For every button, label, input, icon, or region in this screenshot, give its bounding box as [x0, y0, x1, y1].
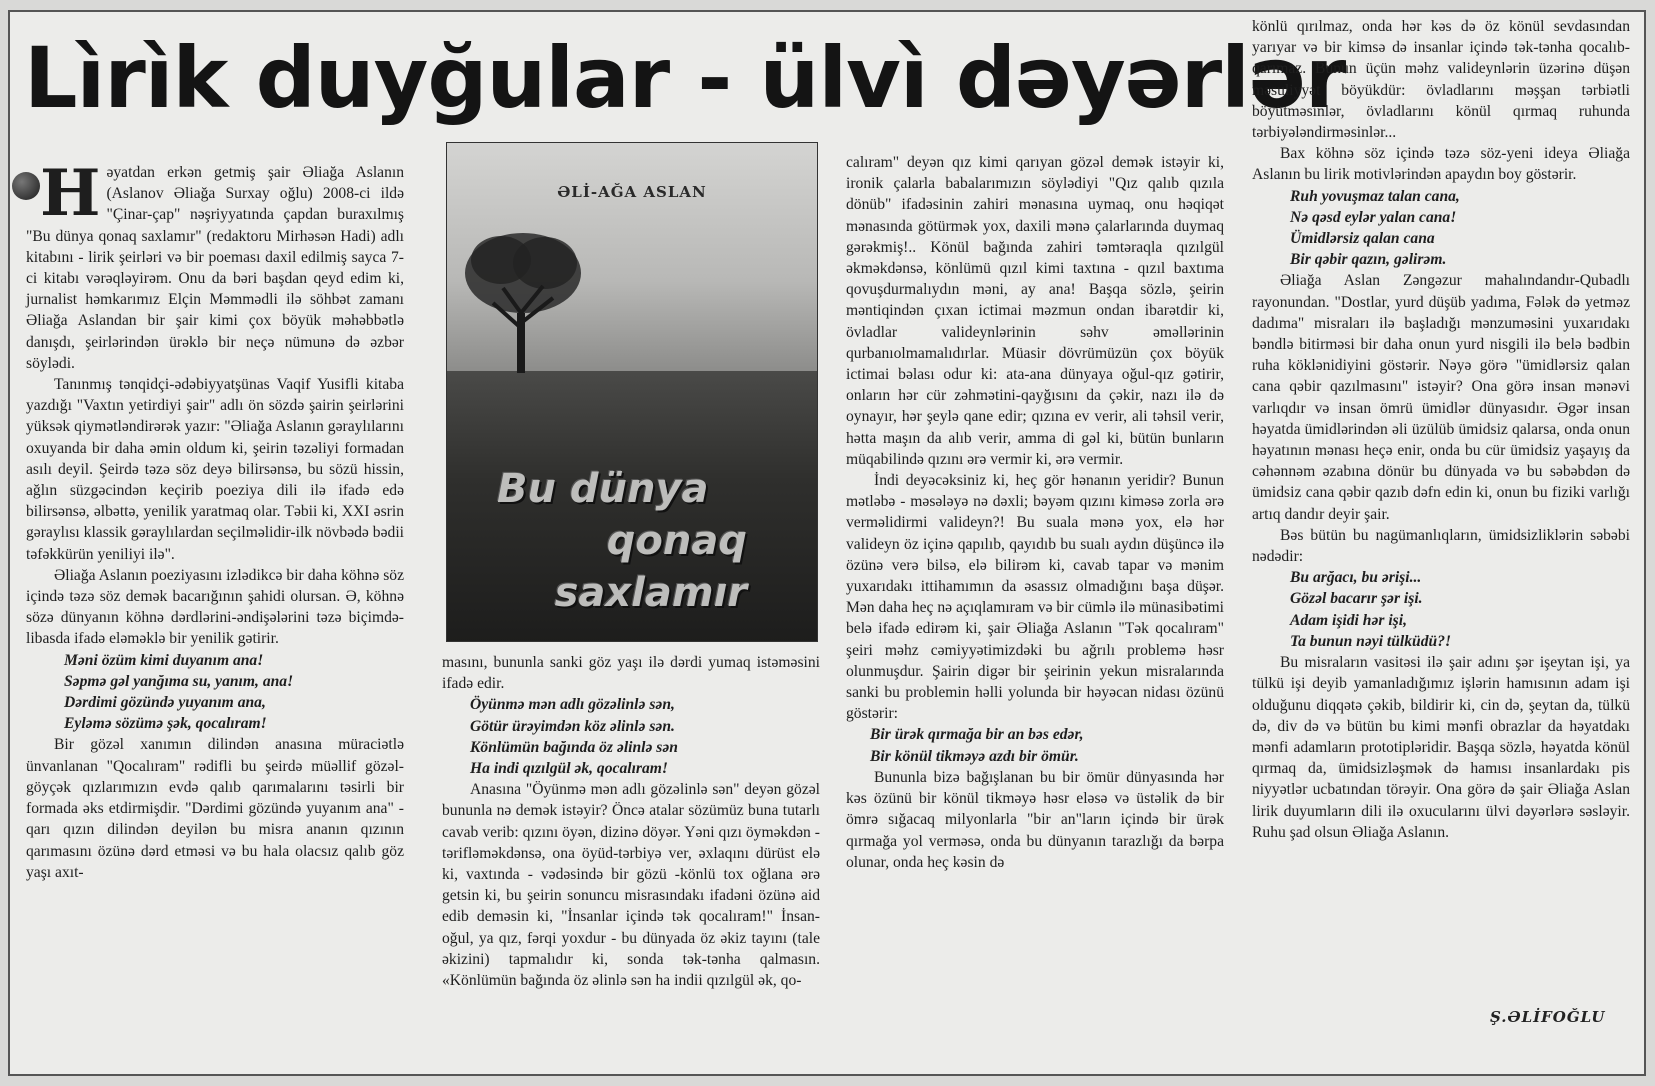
paragraph: masını, bununla sanki göz yaşı ilə dərdi yumaq istəməsini ifadə edir. — [442, 654, 820, 693]
verse-line: Bir ürək qırmağa bir an bəs edər, — [870, 726, 1084, 744]
drop-cap-letter: H — [40, 156, 101, 231]
verse-stanza — [470, 694, 820, 779]
verse-line: Adam işidi hər işi, — [1290, 611, 1407, 629]
verse-line: Könlümün bağında öz əlinlə sən — [470, 738, 678, 756]
paragraph: Anasına "Öyünmə mən adlı gözəlinlə sən" deyən gözəl bununla nə demək istəyir? Öncə atalar sözümüz buna tutarlı cavab verib: qızını öyən, dizinə döyər. Yəni qızı öyməkdən - tərifləməkdənsə, ona öyüd-tərbiyə ver, əxlaqını dürüst elə ki, vaxtında - vədəsində bir gözü -könlü tox oğlana ərə getsin ki, bu şeirin sonuncu misrasındakı ifadəni özünə aid edib deməsin ki, "İnsanlar içində tək qocalıram!" İnsan-oğul, ya qız, fərqi yoxdur - bu dünyada öz əkiz tayını (tale əkizini) tapmalıdır ki, sonda tək-tənha qalmasın. «Könlümün bağında öz əlinlə sən ha indii qızılgül ək, qo- — [442, 781, 820, 990]
paragraph: Tanınmış tənqidçi-ədəbiyyatşünas Vaqif Yusifli kitaba yazdığı "Vaxtın yetirdiyi şair" adlı ön sözdə şairin şeirlərini yüksək qiymətləndirərək yazır: "Əliağa Aslanın gəraylılarını oxuyanda bir daha əmin oldum ki, şeirin təzəliyi formadan asılı deyil. Şeirdə təzə söz deyə bilirsənsə, bu sözü hissin, ağlın süzgəcindən keçirib poeziya dili ilə ifadə edə bilirsənsə, əlbəttə, yenilik yaratmaq olar. Təbii ki, XXI əsrin gəraylısı klassik gəraylılardan seçilməlidir-ilk növbədə bədii təfəkkürün yeniliyi ilə". — [26, 376, 404, 563]
verse-line: Nə qəsd eylər yalan cana! — [1290, 208, 1457, 226]
verse-line: Ruh yovuşmaz talan cana, — [1290, 187, 1460, 205]
paragraph: Bu misraların vasitəsi ilə şair adını şər işeytan işi, ya tülkü işi deyib yamanladığımız işlərin hamısının adam işi olduğunu diqqətə çəkib, bildirir ki, cin də, şeytan da, tülkü də, div də və bütün bu kimi mənfi obrazlar da həyatdakı mənfi adamların prototipləridir. Başqa sözlə, həyatda könül qırmaq da, ümidsizləşmək də hamısı insanlardakı pis niyyətlər ucbatından törəyir. Ona görə də şair Əliağa Aslan lirik duyumların dili ilə oxucularını ülvi dəyərlərə səsləyir. Ruhu şad olsun Əliağa Aslanın. — [1252, 654, 1630, 841]
paragraph: Bax köhnə söz içində təzə söz-yeni ideya Əliağa Aslanın bu lirik motivlərindən apaydın boy göstərir. — [1252, 145, 1630, 184]
author-signature: Ş.ƏLİFOĞLU — [1490, 1008, 1606, 1026]
column-4 — [1252, 16, 1630, 843]
verse-line: Ha indi qızılgül ək, qocalıram! — [470, 760, 668, 778]
verse-line: Gözəl bacarır şər işi. — [1290, 590, 1423, 608]
article-title: Lìrìk duyğular - ülvì dəyərlər — [24, 29, 1346, 127]
verse-line: Bir könül tikməyə azdı bir ömür. — [870, 747, 1079, 765]
verse-line: Bu arğacı, bu ərişi... — [1290, 569, 1422, 587]
verse-line: Ümidlərsiz qalan cana — [1290, 230, 1435, 248]
column-1 — [26, 156, 404, 883]
paragraph: Bir gözəl xanımın dilindən anasına müraciətlə ünvanlanan "Qocalıram" rədifli bu şeirdə müəllif gözəl-göyçək qızlarımızın evdə qalıb qarımalarını təsirli bir formada əks etdirmişdir. "Dərdimi gözündə yuyanım ana" - qarı qızın dilindən deyilən bu misra ananın qızının qarımasını özünə dərd etməsi və bu hala olacsız qalıb göz yaşı axıt- — [26, 736, 404, 881]
paragraph: Əliağa Aslan Zəngəzur mahalındandır-Qubadlı rayonundan. "Dostlar, yurd düşüb yadıma, Fələk də yetməz dadıma" misraları ilə başladığı mənzuməsini yuxarıdakı bəndlə bitirməsi bir daha onun yurd nisgili ilə belə bədbin ruha köklənidiyini göstərir. Nəyə görə "ümidlərsiz qalan cana qəbir qazılmasını" istəyir? Ona görə insan mənəvi varlıqdır və insan ömrü ümidlər dünyasıdır. Əgər insan həyatda ümidlərindən əli üzülüb ümidsiz qalarsa, onda onun həyatının mənası heçə enir, onda bu cür ümidsiz yaşayış da cəhənnəm əzabına dönür bu dünyada və bu səbəbdən də ümidsiz cana qəbir qazıb dəfn edin ki, onun bu fiziki varlığı artıq dandır deyir şair. — [1252, 272, 1630, 523]
column-2 — [442, 652, 820, 991]
paragraph: əyatdan erkən getmiş şair Əliağa Aslanın (Aslanov Əliağa Surxay oğlu) 2008-ci ildə "Çinar-çap" nəşriyyatında çapdan buraxılmış "Bu dünya qonaq saxlamır" (redaktoru Mirhəsən Hadi) adlı kitabını - lirik şeirləri və bir poeması daxil edilmiş sayca 7-ci kitabı vərəqləyirəm. Onu da bəri başdan qeyd edim ki, jurnalist həmkarımız Elçin Məmmədli ilə söhbət zamanı Əliağa Aslandan bir şair kimi çox böyük məhəbbətlə danışdı, şeirlərindən ürəklə bir neçə nümunə də əzbər söylədi. — [26, 164, 404, 372]
verse-line: Götür ürəyimdən köz əlinlə sən. — [470, 717, 675, 735]
verse-line: Bir qəbir qazın, gəlirəm. — [1290, 251, 1447, 269]
cover-author: ƏLİ-AĞA ASLAN — [557, 183, 707, 201]
drop-cap — [26, 156, 101, 231]
column-3 — [846, 152, 1224, 873]
verse-line: Öyünmə mən adlı gözəlinlə sən, — [470, 696, 675, 714]
paragraph: Bununla bizə bağışlanan bu bir ömür dünyasında hər kəs özünü bir könül tikməyə həsr eləsə və üstəlik də bir ömrə sığacaq milyonlarla "bir an"ların içində bir ürək qırmağa yol verməsə, onda bu dünyanın tarazlığı da bərpa olunar, onda heç kəsin də — [846, 768, 1224, 871]
verse-line: Dərdimi gözündə yuyanım ana, — [64, 694, 266, 712]
paragraph: könlü qırılmaz, onda hər kəs də öz könül sevdasından yarıyar və bir kimsə də insanlar içində tək-tənha qocalıb-qarımaz. Bunun üçün məhz valideynlərin üzərinə düşən məsuliyyət böyükdür: övladlarını məşşan tərbiətli böyütməsinlər, övladlarını könül qırmaq ruhunda tərbiyələndirməsinlər... — [1252, 18, 1630, 142]
book-cover-image — [446, 142, 818, 642]
verse-stanza — [870, 724, 1224, 766]
verse-line: Eyləmə sözümə şək, qocalıram! — [64, 715, 267, 733]
verse-stanza — [64, 650, 404, 735]
tree-icon — [453, 218, 593, 378]
cover-title-line: qonaq — [606, 518, 747, 564]
verse-line: Məni özüm kimi duyanım ana! — [64, 651, 264, 669]
cover-title-line: saxlamır — [554, 570, 747, 616]
verse-line: Səpmə gəl yanğıma su, yanım, ana! — [64, 672, 294, 690]
verse-stanza — [1290, 186, 1630, 271]
paragraph: İndi deyəcəksiniz ki, heç gör hənanın yeridir? Bunun mətləbə - məsələyə nə dəxli; bəyəm qızını kiməsə zorla ərə verməlidirmi valideyn?! Bu suala mənə yox, elə hər valideyn öz içinə qapılıb, qayıdıb bu sualı aydın düşüncə ilə özünə verə bilsə, elə bilirəm ki, cavab tapar və mənim yuxarıdakı ittihamımın da əsassız olmadığını başa düşər. Mən daha heç nə açıqlamıram və bir cümlə ilə münasibətimi belə ifadə edirəm ki, şair Əliağa Aslanın "Tək qocalıram" şeiri məhz cəmiyyətimizdəki bu ağrılı problemə həsr olunmuşdur. Şairin digər bir şeirinin yekun misralarında sanki bu problemin həlli yolunda bir həyəcan nidası özünü göstərir: — [846, 472, 1225, 723]
verse-line: Ta bunun nəyi tülküdü?! — [1290, 632, 1452, 650]
newspaper-page — [8, 10, 1646, 1076]
cover-book-title — [497, 463, 747, 619]
paragraph: calıram" deyən qız kimi qarıyan gözəl demək istəyir ki, ironik çalarla babalarımızın söylədiyi "Qız qalıb qızıla dönüb" ifadəsinin zahiri mənasına uymaq, onu həqiqət mənasında götürmək yox, daxili mənə çalarlarında duymaq gərəkmiş!.. Könül bağında zahiri təmtəraqla qızılgül əkməkdənsə, könlümü qızıl kimi taxtına - qızıl baxtıma qovuşdurmalıydın məni, ay ana! Başqa sözlə, şeirin məntiqindən çıxan ictimai məzmun ondan ibarətdir ki, övladlar valideynlərinin səhv əməllərinin qurbanıolmamalıdırlar. Müasir dövrümüzün çox böyük ictimai bəlası odur ki: ata-ana dünyaya oğul-qız gətirir, onların hər cür zəhmətini-qayğısını da çəkir, nazı ilə də oynayır, hər şeylə qane edir; qızına ev verir, ali təhsil verir, hətta maşın da alıb verir, amma di gəl ki, bütün bunların müqabilində qızını ərə vermir ki, ərə vermir. — [846, 154, 1224, 468]
paragraph: Bəs bütün bu nagümanlıqların, ümidsizliklərin səbəbi nədədir: — [1252, 526, 1630, 566]
cover-title-line: Bu dünya — [497, 466, 709, 512]
paragraph: Əliağa Aslanın poeziyasını izlədikcə bir daha köhnə söz içində təzə söz demək bacarığının şahidi olursan. Ə, köhnə sözə dünyanın köhnə dərdlərini-əndişələrini təzə biçimdə-libasda ifadə eləməklə bir yenilik gətirir. — [26, 566, 404, 648]
verse-stanza — [1290, 567, 1630, 652]
